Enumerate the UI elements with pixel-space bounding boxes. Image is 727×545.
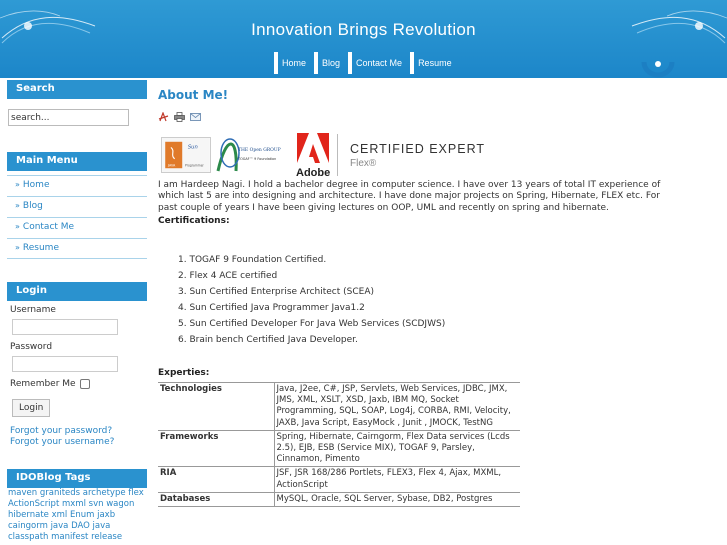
top-nav: [274, 52, 460, 74]
table-key-cell: Technologies: [158, 382, 274, 430]
remember-me-label: Remember Me: [10, 379, 76, 389]
list-item: 2. Flex 4 ACE certified: [178, 270, 278, 281]
forgot-password-link[interactable]: Forgot your password?: [10, 426, 113, 436]
tag-link[interactable]: hibernate: [8, 510, 49, 520]
menu-item-home[interactable]: [7, 175, 147, 196]
password-field[interactable]: [12, 356, 118, 372]
main-menu: [7, 175, 147, 259]
certified-expert-text: [350, 142, 485, 169]
certifications-list: [178, 252, 720, 348]
togaf-foundation-text: TOGAF™ 9 Foundation: [238, 157, 277, 161]
certified-expert-title: CERTIFIED EXPERT: [350, 141, 486, 156]
nav-label[interactable]: Contact Me: [356, 58, 403, 68]
tag-link[interactable]: svn: [88, 499, 104, 509]
search-input[interactable]: [8, 109, 129, 126]
list-item: 3. Sun Certified Enterprise Architect (SCEA): [178, 286, 374, 297]
menu-item-label: Contact Me: [22, 222, 75, 232]
java-logo-text: JAVA: [168, 163, 176, 168]
tag-link[interactable]: classpath: [8, 532, 49, 542]
banner-divider: [337, 134, 338, 176]
list-item: 4. Sun Certified Java Programmer Java1.2: [178, 302, 365, 313]
forgot-username-link[interactable]: Forgot your username?: [10, 437, 115, 447]
tag-link[interactable]: graniteds: [39, 488, 81, 498]
nav-resume[interactable]: [410, 52, 456, 74]
certifications-heading: Certifications:: [158, 215, 230, 226]
togaf-logo: [216, 133, 291, 177]
print-icon[interactable]: [174, 112, 185, 122]
table-value-cell: MySQL, Oracle, SQL Server, Sybase, DB2, Postgres: [274, 492, 520, 506]
togaf-logo-text: THE Open GROUP: [238, 148, 281, 153]
tag-link[interactable]: maven: [8, 488, 38, 498]
tag-link[interactable]: manifest: [51, 532, 89, 542]
menu-item-label: Blog: [22, 201, 43, 211]
remember-me-row: [10, 379, 147, 389]
table-row: [158, 467, 520, 492]
tag-link[interactable]: jaxb: [97, 510, 116, 520]
chevron-right-icon: »: [15, 222, 20, 231]
adobe-logo-text: Adobe: [296, 167, 331, 179]
nav-label[interactable]: Resume: [418, 58, 452, 68]
sun-logo-text: Sun: [187, 144, 198, 151]
programmer-logo-text: Programmer: [185, 163, 204, 168]
nav-blog[interactable]: [314, 52, 344, 74]
table-key-cell: Databases: [158, 492, 274, 506]
site-title: Innovation Brings Revolution: [251, 20, 476, 39]
tag-link[interactable]: ActionScript: [8, 499, 60, 509]
tag-cloud: [7, 488, 147, 543]
nav-contact-me[interactable]: [348, 52, 406, 74]
certified-expert-subtitle: Flex®: [350, 157, 377, 169]
list-item: 5. Sun Certified Developer For Java Web Services (SCDJWS): [178, 318, 446, 329]
username-label: Username: [10, 305, 56, 315]
table-key-cell: Frameworks: [158, 430, 274, 467]
sun-java-logo: [161, 137, 211, 173]
table-row: [158, 430, 520, 467]
tag-link[interactable]: mxml: [61, 499, 86, 509]
chevron-right-icon: »: [15, 180, 20, 189]
menu-item-contact-me[interactable]: [7, 217, 147, 238]
article-tools: [158, 112, 720, 122]
tag-link[interactable]: wagon: [106, 499, 135, 509]
chevron-right-icon: »: [15, 201, 20, 210]
nav-label[interactable]: Blog: [322, 58, 341, 68]
nav-home[interactable]: [274, 52, 310, 74]
list-item: 1. TOGAF 9 Foundation Certified.: [178, 254, 327, 265]
remember-me-checkbox[interactable]: [80, 379, 90, 389]
table-key-cell: RIA: [158, 467, 274, 492]
table-row: [158, 492, 520, 506]
menu-item-label: Resume: [22, 243, 59, 253]
table-value-cell: Spring, Hibernate, Cairngorm, Flex Data services (Lcds 2.5), EJB, ESB (Service MIX), TOGAF 9, Parsley, Cinnamon, Pimento: [274, 430, 520, 467]
experties-heading: Experties:: [158, 367, 210, 378]
tag-link[interactable]: java: [50, 521, 69, 531]
site-header: [0, 0, 727, 78]
search-heading: Search: [7, 80, 147, 99]
login-heading: Login: [7, 282, 147, 301]
intro-paragraph: I am Hardeep Nagi. I hold a bachelor degree in computer science. I have over 13 years of total IT experience of which last 5 are into designing and architecture. I have done major projects on Spring, Hibernate, FLEX etc. For past couple of years I have been giving lectures on OOP, UML and recently on spring and hibernate.: [158, 180, 661, 213]
menu-item-blog[interactable]: [7, 196, 147, 217]
experties-table: [158, 382, 520, 507]
tag-link[interactable]: archetype: [82, 488, 126, 498]
tag-link[interactable]: Enum: [69, 510, 95, 520]
main-menu-heading: Main Menu: [7, 152, 147, 171]
tags-heading: IDOBlog Tags: [7, 469, 147, 488]
list-item: 6. Brain bench Certified Java Developer.: [178, 334, 358, 345]
tag-link[interactable]: xml: [51, 510, 68, 520]
adobe-logo: [295, 131, 331, 179]
tag-link[interactable]: caingorm: [8, 521, 48, 531]
sidebar: [7, 80, 147, 543]
tag-link[interactable]: DAO: [71, 521, 90, 531]
menu-item-label: Home: [22, 180, 50, 190]
ring-decoration-icon: [641, 58, 675, 88]
table-value-cell: Java, J2ee, C#, JSP, Servlets, Web Services, JDBC, JMX, JMS, XML, XSLT, XSD, Jaxb, IBM MQ, Socket Programming, SQL, SOAP, Log4j, CORBA, RMI, Velocity, JAXB, Java Script, EasyMock , Junit , JMOCK, TestNG: [274, 382, 520, 430]
tag-link[interactable]: release: [91, 532, 123, 542]
username-field[interactable]: [12, 319, 118, 335]
login-button[interactable]: Login: [12, 399, 50, 417]
menu-item-resume[interactable]: [7, 238, 147, 259]
chevron-right-icon: »: [15, 243, 20, 252]
password-label: Password: [10, 342, 53, 352]
page-title: About Me!: [158, 88, 229, 102]
table-row: [158, 382, 520, 430]
main-content: [158, 88, 720, 507]
certification-banner: [161, 131, 720, 179]
pdf-icon[interactable]: [158, 112, 169, 122]
tag-link[interactable]: flex: [128, 488, 144, 498]
table-value-cell: JSF, JSR 168/286 Portlets, FLEX3, Flex 4, Ajax, MXML, ActionScript: [274, 467, 520, 492]
email-icon[interactable]: [190, 112, 201, 122]
tag-link[interactable]: java: [92, 521, 111, 531]
nav-label[interactable]: Home: [282, 58, 307, 68]
